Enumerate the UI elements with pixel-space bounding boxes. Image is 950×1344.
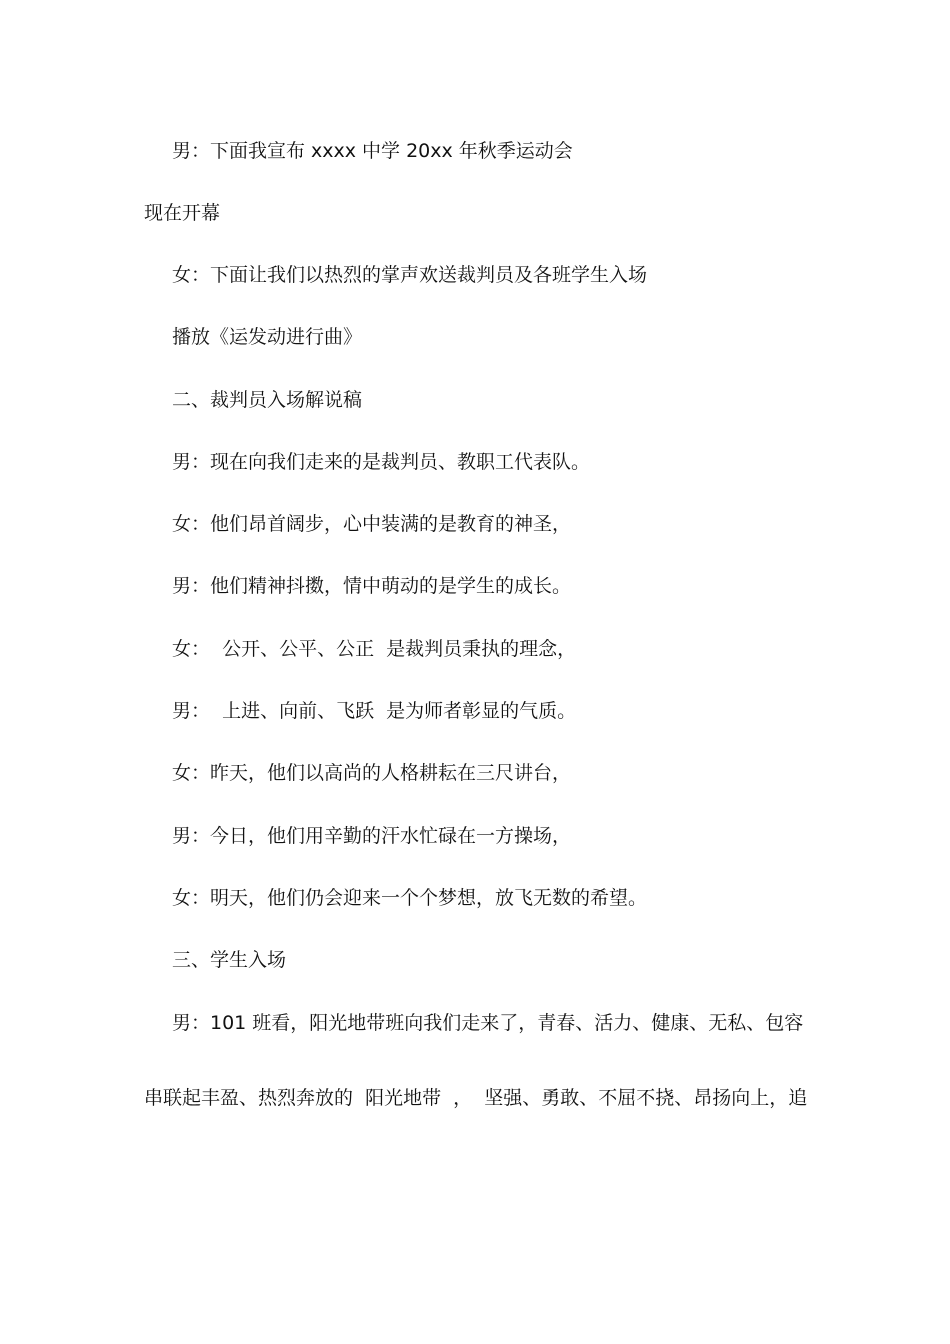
paragraph-line: 男：101 班看，阳光地带班向我们走来了，青春、活力、健康、无私、包容 (172, 1012, 804, 1034)
paragraph-line: 男：现在向我们走来的是裁判员、教职工代表队。 (172, 451, 591, 473)
paragraph-line: 现在开幕 (144, 202, 221, 224)
paragraph-line: 男：他们精神抖擞，情中萌动的是学生的成长。 (172, 575, 572, 597)
section-heading: 三、学生入场 (172, 949, 287, 971)
paragraph-line: 女：他们昂首阔步，心中装满的是教育的神圣， (172, 513, 572, 535)
paragraph-line: 播放《运发动进行曲》 (172, 326, 363, 348)
paragraph-line: 男：下面我宣布 xxxx 中学 20xx 年秋季运动会 (172, 140, 573, 162)
paragraph-line: 女：昨天，他们以高尚的人格耕耘在三尺讲台， (172, 762, 572, 784)
paragraph-line: 男： 上进、向前、飞跃 是为师者彰显的气质。 (172, 700, 577, 722)
paragraph-line: 女： 公开、公平、公正 是裁判员秉执的理念， (172, 638, 577, 660)
paragraph-line: 串联起丰盈、热烈奔放的 阳光地带 ， 坚强、勇敢、不屈不挠、昂扬向上，追 (144, 1087, 808, 1109)
paragraph-line: 女：明天，他们仍会迎来一个个梦想，放飞无数的希望。 (172, 887, 648, 909)
section-heading: 二、裁判员入场解说稿 (172, 389, 363, 411)
paragraph-line: 男：今日，他们用辛勤的汗水忙碌在一方操场， (172, 825, 572, 847)
paragraph-line: 女：下面让我们以热烈的掌声欢送裁判员及各班学生入场 (172, 264, 648, 286)
